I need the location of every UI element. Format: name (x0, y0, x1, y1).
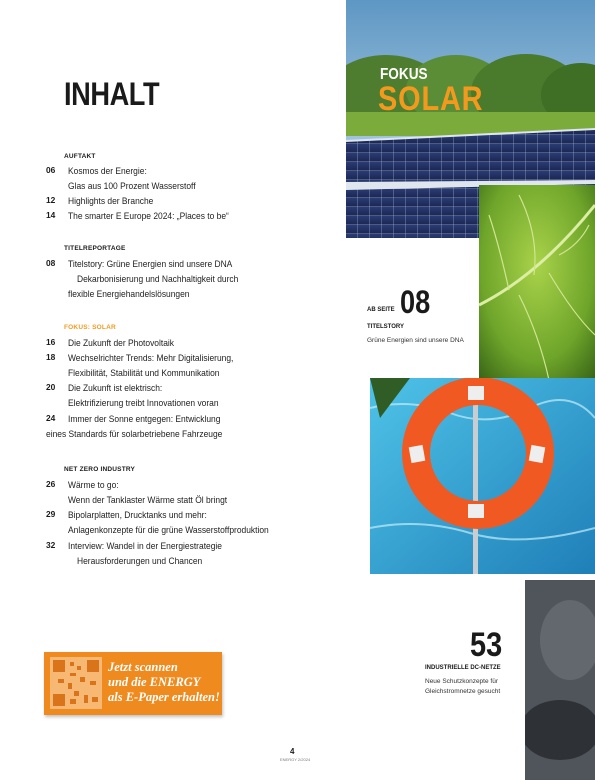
toc-page-number: 26 (46, 479, 56, 489)
side-feature-page-number[interactable]: 53 (470, 626, 503, 664)
page-title: INHALT (64, 76, 160, 112)
page-number: 4 (290, 747, 295, 756)
feature-kicker: FOKUS (380, 66, 428, 83)
toc-page-number: 32 (46, 540, 56, 550)
toc-entry-text: The smarter E Europe 2024: „Places to be“ (68, 210, 229, 221)
toc-entry-text: Elektrifizierung treibt Innovationen voran (68, 397, 219, 409)
promo-line: und die ENERGY (108, 675, 201, 689)
toc-entry-text: Wechselrichter Trends: Mehr Digitalisierung, (68, 352, 234, 363)
feature-label: TITELSTORY (367, 324, 405, 330)
toc-page-number: 20 (46, 382, 56, 392)
toc-entry-text: Bipolarplatten, Drucktanks und mehr: (68, 509, 207, 520)
life-ring-image (370, 378, 595, 574)
promo-line: Jetzt scannen (108, 660, 178, 674)
toc-entry-text: Glas aus 100 Prozent Wasserstoff (68, 180, 196, 192)
qr-code-icon[interactable] (50, 657, 102, 709)
toc-entry-text: Dekarbonisierung und Nachhaltigkeit durch (77, 273, 239, 285)
toc-entry-text: Anlagenkonzepte für die grüne Wasserstoffproduktion (68, 524, 269, 536)
feature-title: SOLAR (378, 80, 484, 118)
epaper-promo[interactable] (44, 652, 222, 715)
feature-page-label: AB SEITE (367, 307, 395, 313)
toc-page-number: 16 (46, 337, 56, 347)
section-heading-auftakt: AUFTAKT (64, 153, 96, 160)
toc-entry-text: Wärme to go: (68, 479, 119, 490)
toc-page-number: 12 (46, 195, 56, 205)
side-feature-description-line: Neue Schutzkonzepte für (425, 678, 498, 685)
dc-grid-image (525, 580, 595, 780)
leaf-image (479, 185, 595, 385)
side-feature-description (425, 677, 520, 697)
toc-entry-text: Herausforderungen und Chancen (77, 555, 203, 567)
toc-entry-text: Titelstory: Grüne Energien sind unsere DNA (68, 258, 233, 269)
toc-entry-text: Wenn der Tanklaster Wärme statt Öl bringt (68, 494, 228, 506)
toc-entry-text: Die Zukunft ist elektrisch: (68, 382, 163, 393)
toc-page-number: 24 (46, 413, 56, 423)
promo-line: als E-Paper erhalten! (108, 690, 220, 704)
toc-entry-text: Flexibilität, Stabilität und Kommunikation (68, 367, 220, 379)
side-feature-description-line: Gleichstromnetze gesucht (425, 688, 501, 695)
toc-entry-text: eines Standards für solarbetriebene Fahrzeuge (46, 428, 223, 440)
section-heading-net-zero-industry: NET ZERO INDUSTRY (64, 466, 136, 473)
toc-page-number: 29 (46, 509, 56, 519)
feature-page-number[interactable]: 08 (400, 284, 431, 320)
toc-entry-text: Highlights der Branche (68, 195, 154, 206)
toc-entry-text: Interview: Wandel in der Energiestrategie (68, 540, 222, 551)
epaper-promo-text (108, 660, 220, 705)
toc-entry-text: flexible Energiehandelslösungen (68, 288, 190, 300)
section-heading-fokus-solar: FOKUS: SOLAR (64, 324, 116, 331)
toc-page-number: 06 (46, 165, 56, 175)
side-feature-label: INDUSTRIELLE DC-NETZE (425, 665, 501, 671)
issue-label: ENERGY 2/2024 (280, 757, 311, 762)
toc-entry-text: Kosmos der Energie: (68, 165, 147, 176)
toc-entry-text: Die Zukunft der Photovoltaik (68, 337, 175, 348)
section-heading-titelreportage: TITELREPORTAGE (64, 245, 126, 252)
toc-entry-text: Immer der Sonne entgegen: Entwicklung (68, 413, 221, 424)
feature-description: Grüne Energien sind unsere DNA (367, 337, 464, 344)
toc-page-number: 18 (46, 352, 56, 362)
toc-page-number: 08 (46, 258, 56, 268)
toc-page-number: 14 (46, 210, 56, 220)
